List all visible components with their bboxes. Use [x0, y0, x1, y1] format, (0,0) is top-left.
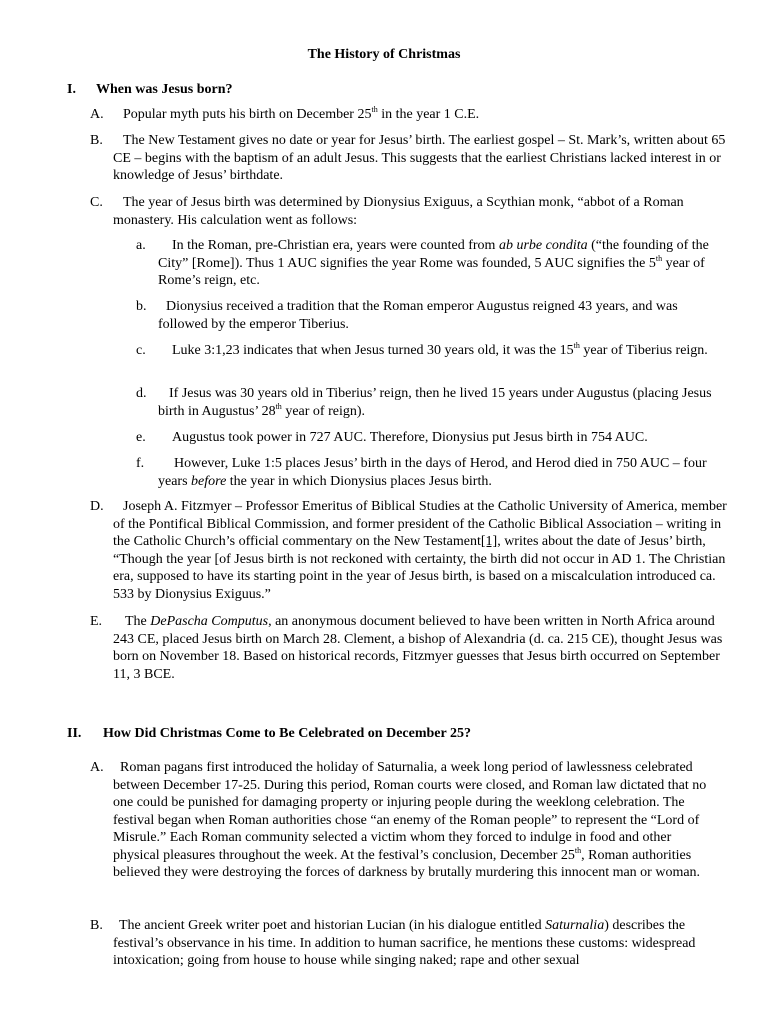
item-text: The New Testament gives no date or year for Jesus’ birth. The earliest gospel – St. Mark’s, written about 65 CE – begins with the baptism of an adult Jesus. This suggests that the earliest Christians lacked interest in or knowledge of Jesus’ birthdate.: [113, 133, 726, 183]
item-label: E.: [90, 614, 103, 629]
subitem-label: f.: [136, 456, 145, 471]
subitem-text: Augustus took power in 727 AUC. Therefore, Dionysius put Jesus birth in 754 AUC.: [172, 430, 648, 445]
subitem-text: However, Luke 1:5 places Jesus’ birth in the days of Herod, and Herod died in 750 AUC – four years before the year in which Dionysius places Jesus birth.: [158, 456, 707, 489]
subitem-label: e.: [136, 430, 146, 445]
item-label: A.: [90, 107, 104, 122]
subitem-label: c.: [136, 343, 146, 358]
item-label: D.: [90, 499, 104, 514]
subitem-text: If Jesus was 30 years old in Tiberius’ reign, then he lived 15 years under Augustus (placing Jesus birth in Augustus’ 28th year of reign).: [158, 386, 712, 419]
subitem-label: b.: [136, 299, 147, 314]
item-label: B.: [90, 918, 103, 933]
subitem-text: Dionysius received a tradition that the Roman emperor Augustus reigned 43 years, and was followed by the emperor Tiberius.: [158, 299, 678, 332]
subitem-text: In the Roman, pre-Christian era, years were counted from ab urbe condita (“the founding of the City” [Rome]). Thus 1 AUC signifies the year Rome was founded, 5 AUC signifies the 5th year of Rome’s reign, etc.: [158, 238, 709, 288]
subitem-label: d.: [136, 386, 147, 401]
item-text: The DePascha Computus, an anonymous document believed to have been written in North Africa around 243 CE, placed Jesus birth on March 28. Clement, a bishop of Alexandria (d. ca. 215 CE), thought Jesus was born on November 18. Based on historical records, Fitzmyer guesses that Jesus birth occurred on September 11, 3 BCE.: [113, 614, 723, 682]
item-text: The year of Jesus birth was determined by Dionysius Exiguus, a Scythian monk, “abbot of a Roman monastery. His calculation went as follows:: [113, 195, 684, 228]
section-1-heading: When was Jesus born?: [96, 82, 233, 97]
document-title: The History of Christmas: [307, 47, 461, 62]
subitem-label: a.: [136, 238, 146, 253]
item-text: Roman pagans first introduced the holiday of Saturnalia, a week long period of lawlessness celebrated between December 17-25. During this period, Roman courts were closed, and Roman law dictated that no one could be punished for damaging property or injuring people during the weeklong celebration. The festival began when Roman authorities chose “an enemy of the Roman people” to represent the “Lord of Misrule.” Each Roman community selected a victim whom they forced to indulge in food and other physical pleasures throughout the week. At the festival’s conclusion, December 25th, Roman authorities believed they were destroying the forces of darkness by brutally murdering this innocent man or woman.: [113, 760, 707, 880]
section-2-number: II.: [67, 726, 82, 741]
item-text: Popular myth puts his birth on December 25th in the year 1 C.E.: [123, 105, 480, 122]
footnote-link-1[interactable]: [1]: [480, 534, 498, 549]
item-label: B.: [90, 133, 103, 148]
section-1-number: I.: [67, 82, 76, 97]
item-label: A.: [90, 760, 104, 775]
item-text: Joseph A. Fitzmyer – Professor Emeritus of Biblical Studies at the Catholic University of America, member of the Pontifical Biblical Commission, and former president of the Catholic Biblical Association – writing in the Catholic Church’s official commentary on the New Testament[1], writes about the date of Jesus’ birth, “Though the year [of Jesus birth is not reckoned with certainty, the birth did not occur in AD 1. The Christian era, supposed to have its starting point in the year of Jesus birth, is based on a miscalculation introduced ca. 533 by Dionysius Exiguus.”: [113, 499, 727, 602]
item-text: The ancient Greek writer poet and historian Lucian (in his dialogue entitled Saturnalia) describes the festival’s observance in his time. In addition to human sacrifice, he mentions these customs: widespread intoxication; going from house to house while singing naked; rape and other sexual: [113, 918, 696, 968]
item-label: C.: [90, 195, 103, 210]
section-2-heading: How Did Christmas Come to Be Celebrated on December 25?: [103, 726, 471, 741]
subitem-text: Luke 3:1,23 indicates that when Jesus turned 30 years old, it was the 15th year of Tiberius reign.: [172, 341, 708, 358]
